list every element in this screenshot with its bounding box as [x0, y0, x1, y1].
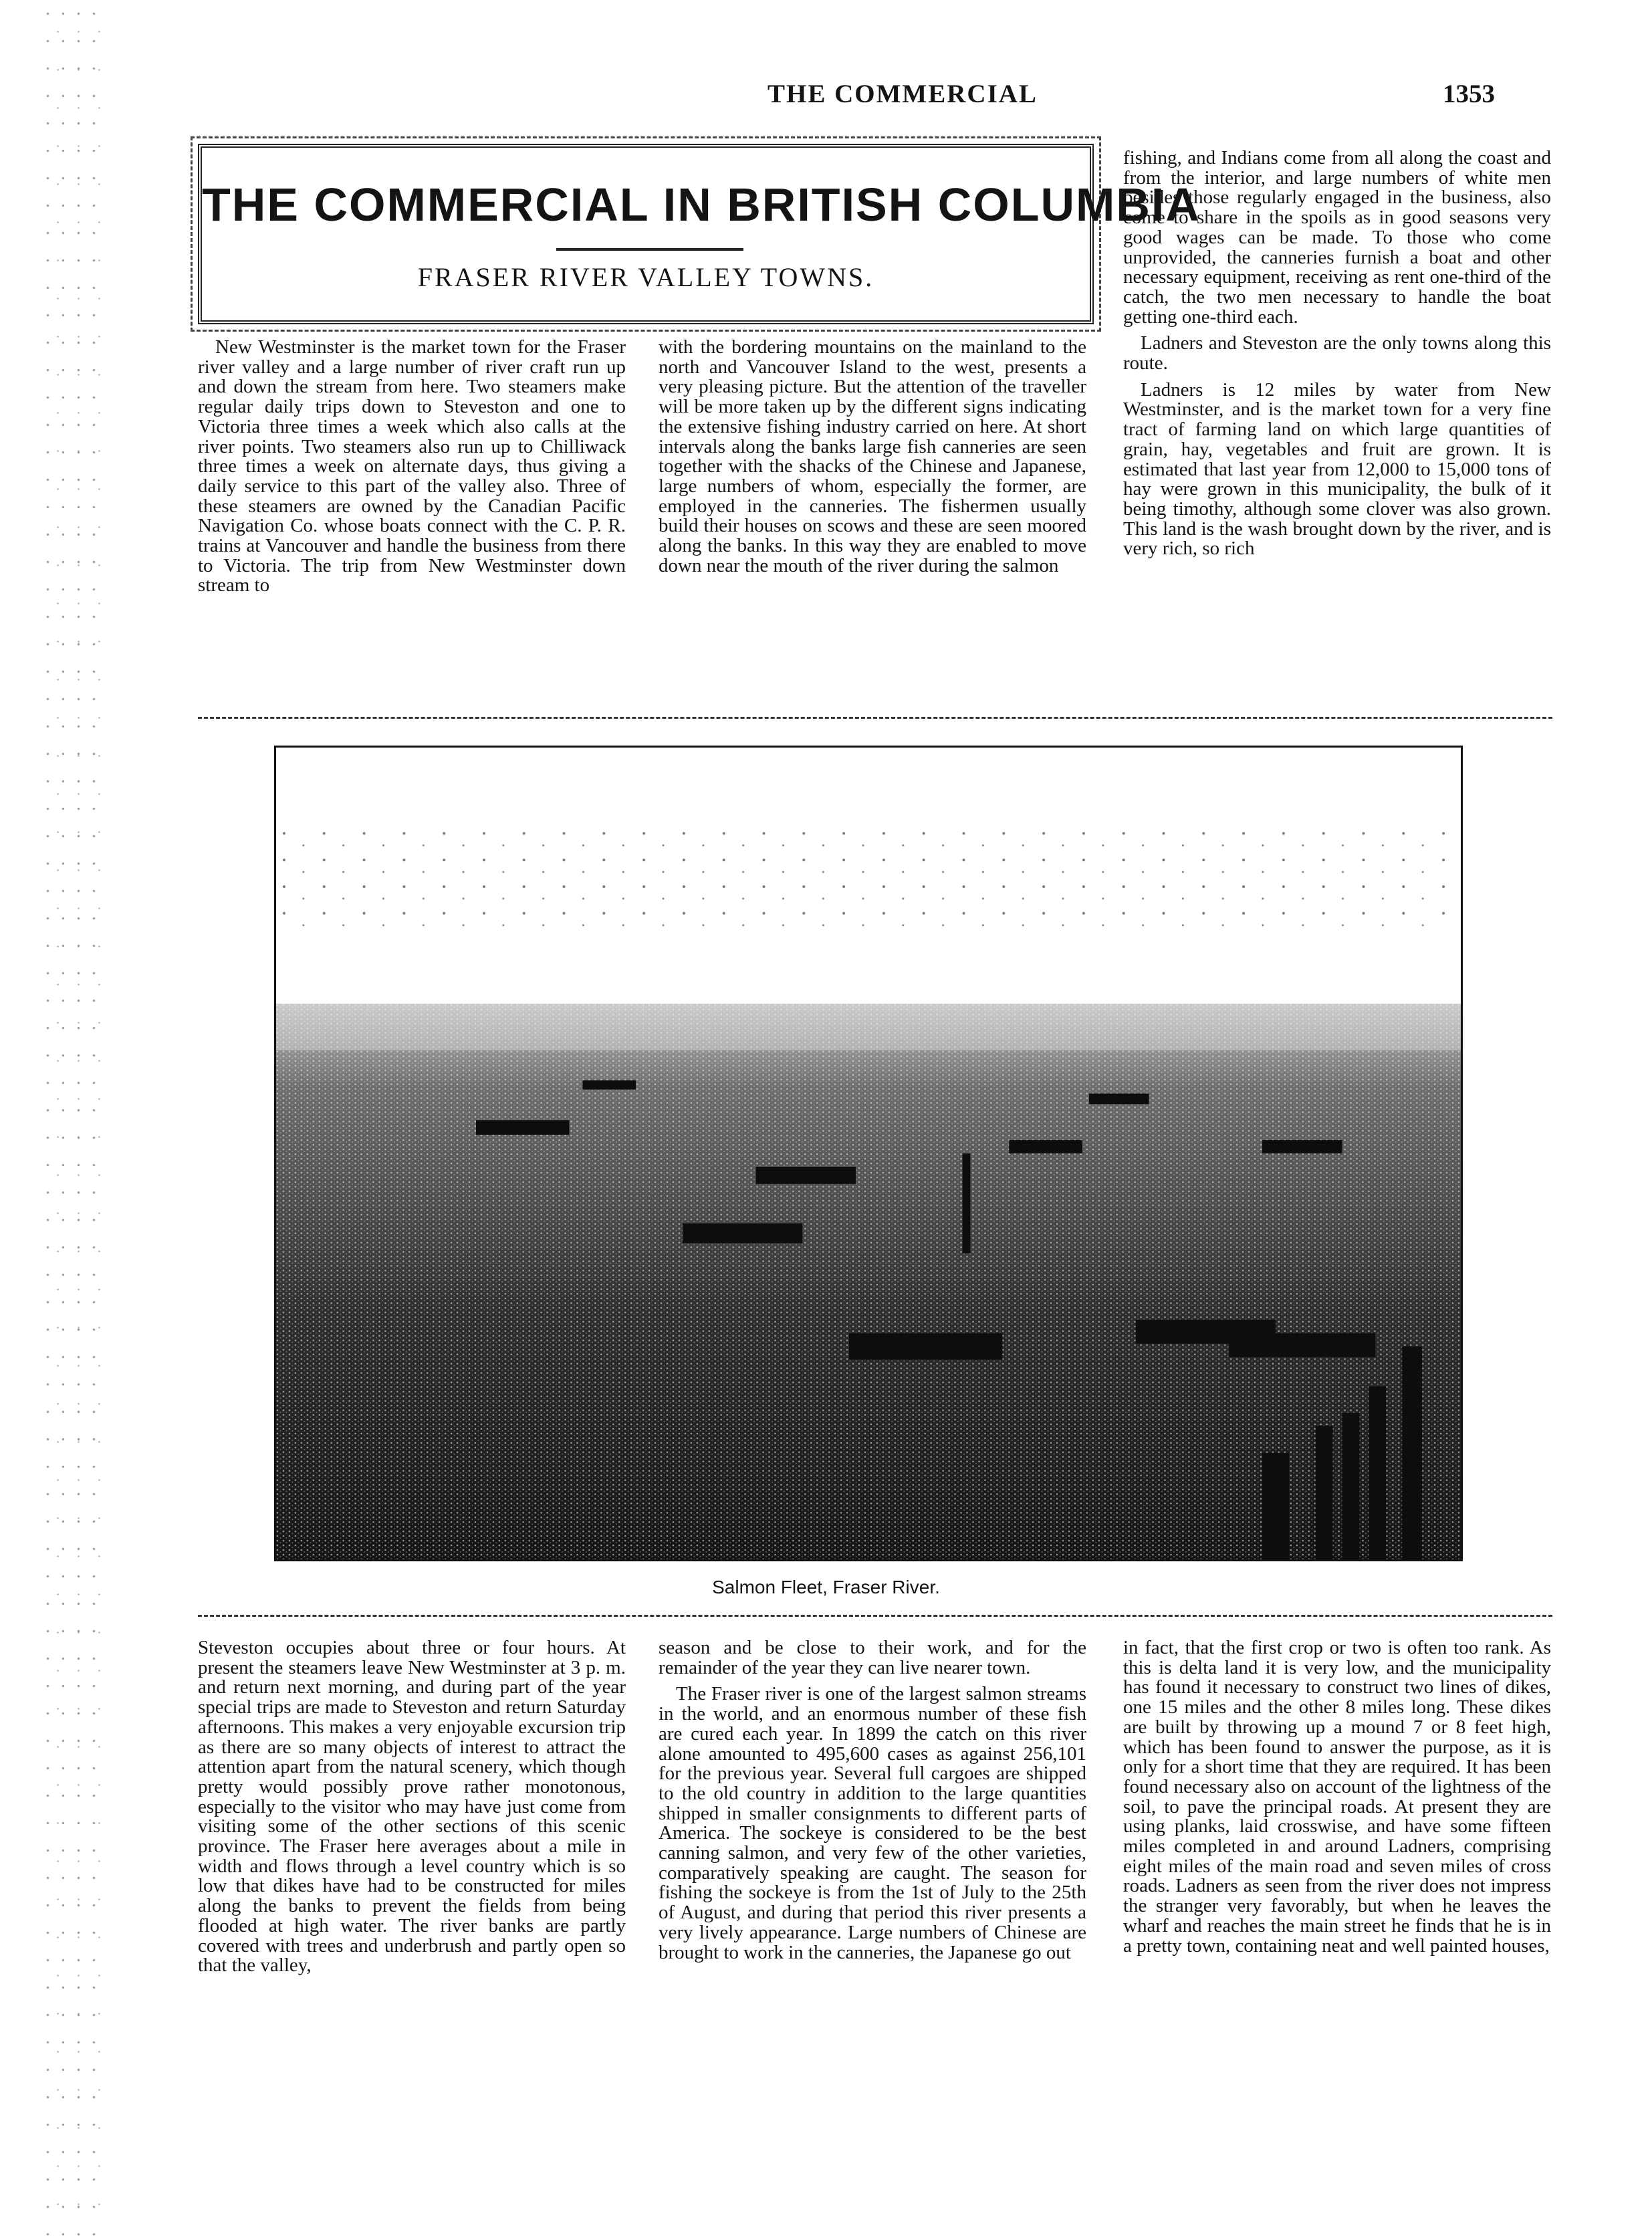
section-divider-upper	[198, 717, 1552, 719]
upper-column-3	[1123, 148, 1551, 699]
paragraph: The Fraser river is one of the largest salmon streams in the world, and an enormous number of these fish are cured each year. In 1899 the catch on this river alone amounted to 495,600 cases as against 256,101 for the previous year. Several full cargoes are shipped to the old country in addition to the large quantities shipped in smaller consignments to different parts of America. The sockeye is considered to be the best canning salmon, and very few of the other varieties, comparatively speaking are caught. The season for fishing the sockeye is from the 1st of July to the 25th of August, and during that period this river presents a very lively appearance. Large numbers of Chinese are brought to work in the canneries, the Japanese go out	[659, 1683, 1086, 1963]
paragraph: New Westminster is the market town for the Fraser river valley and a large number of river craft run up and down the stream from here. Two steamers make regular daily trips down to Steveston and one to Victoria three times a week which also calls at the river points. Two steamers also run up to Chilliwack three times a week on alternate days, thus giving a daily service to this part of the valley also. Three of these steamers are owned by the Canadian Pacific Navigation Co. whose boats connect with the C. P. R. trains at Vancouver and handle the business from there to Victoria. The trip from New Westminster down stream to	[198, 338, 626, 596]
paragraph: season and be close to their work, and for the remainder of the year they can live nearer town.	[659, 1638, 1086, 1678]
scan-margin-speckle	[40, 0, 100, 2238]
header-rule	[556, 248, 743, 251]
lower-column-3	[1123, 1638, 1551, 2200]
lower-column-2	[659, 1638, 1086, 2200]
paragraph: Steveston occupies about three or four hours. At present the steamers leave New Westminster at 3 p. m. and return next morning, and during part of the year special trips are made to Steveston and return Saturday afternoons. This makes a very enjoyable excursion trip as there are so many objects of interest to attract the attention apart from the natural scenery, which though pretty would possibly prove rather monotonous, especially to the visitor who may have just come from visiting some of the other sections of this scenic province. The Fraser here averages about a mile in width and flows through a level country which is so low that dikes have had to be constructed for miles along the banks to prevent the fields from being flooded at high water. The river banks are partly covered with trees and underbrush and partly open so that the valley,	[198, 1638, 626, 1977]
photo-illustration	[276, 748, 1461, 1559]
paragraph: Ladners and Steveston are the only towns along this route.	[1123, 332, 1551, 374]
paragraph: with the bordering mountains on the mainland to the north and Vancouver Island to the west, presents a very pleasing picture. But the attention of the traveller will be more taken up by the different signs indicating the extensive fishing industry carried on here. At short intervals along the banks large fish canneries are seen together with the shacks of the Chinese and Japanese, large numbers of whom, especially the former, are employed in the canneries. The fishermen usually build their houses on scows and these are seen moored along the banks. In this way they are enabled to move down near the mouth of the river during the salmon	[659, 338, 1086, 576]
section-header-box	[198, 144, 1201, 324]
section-divider-lower	[198, 1615, 1552, 1617]
paragraph: fishing, and Indians come from all along the coast and from the interior, and large numbers of white men besides those regularly engaged in the business, also come to share in the spoils as in good seasons very good wages can be made. To those who come unprovided, the canneries furnish a boat and other necessary equipment, receiving as rent one-third of the catch, the two men necessary to handle the boat getting one-third each.	[1123, 148, 1551, 328]
paragraph: in fact, that the first crop or two is often too rank. As this is delta land it is very low, and the municipality has found it necessary to construct two lines of dikes, one 15 miles and the other 8 miles long. These dikes are built by throwing up a mound 7 or 8 feet high, which has been found to answer the purpose, as it is only for a short time that they are required. It has been found necessary also on account of the lightness of the soil, to pave the principal roads. At present they are using planks, laid crosswise, and have some fifteen miles completed in and around Ladners, comprising eight miles of the main road and seven miles of cross roads. Ladners as seen from the river does not impress the stranger very favorably, but when he leaves the wharf and reaches the main street he finds that he is in a pretty town, containing neat and well painted houses,	[1123, 1638, 1551, 1956]
article-subtitle: FRASER RIVER VALLEY TOWNS.	[417, 262, 874, 292]
upper-column-2	[659, 338, 1086, 699]
salmon-fleet-photograph	[274, 746, 1463, 1561]
paragraph: Ladners is 12 miles by water from New Westminster, and is the market town for a very fine tract of farming land on which large quantities of grain, hay, vegetables and fruit are grown. It is estimated that last year from 12,000 to 15,000 tons of hay were grown in this municipality, the bulk of it being timothy, although some clover was also grown. This land is the wash brought down by the river, and is very rich, so rich	[1123, 378, 1551, 560]
running-head: THE COMMERCIAL	[768, 80, 1038, 108]
page-number: 1353	[1443, 80, 1495, 108]
lower-column-1	[198, 1638, 626, 2200]
section-title: THE COMMERCIAL IN BRITISH COLUMBIA	[202, 179, 1201, 231]
upper-column-1	[198, 338, 626, 699]
photo-caption: Salmon Fleet, Fraser River.	[712, 1577, 940, 1597]
